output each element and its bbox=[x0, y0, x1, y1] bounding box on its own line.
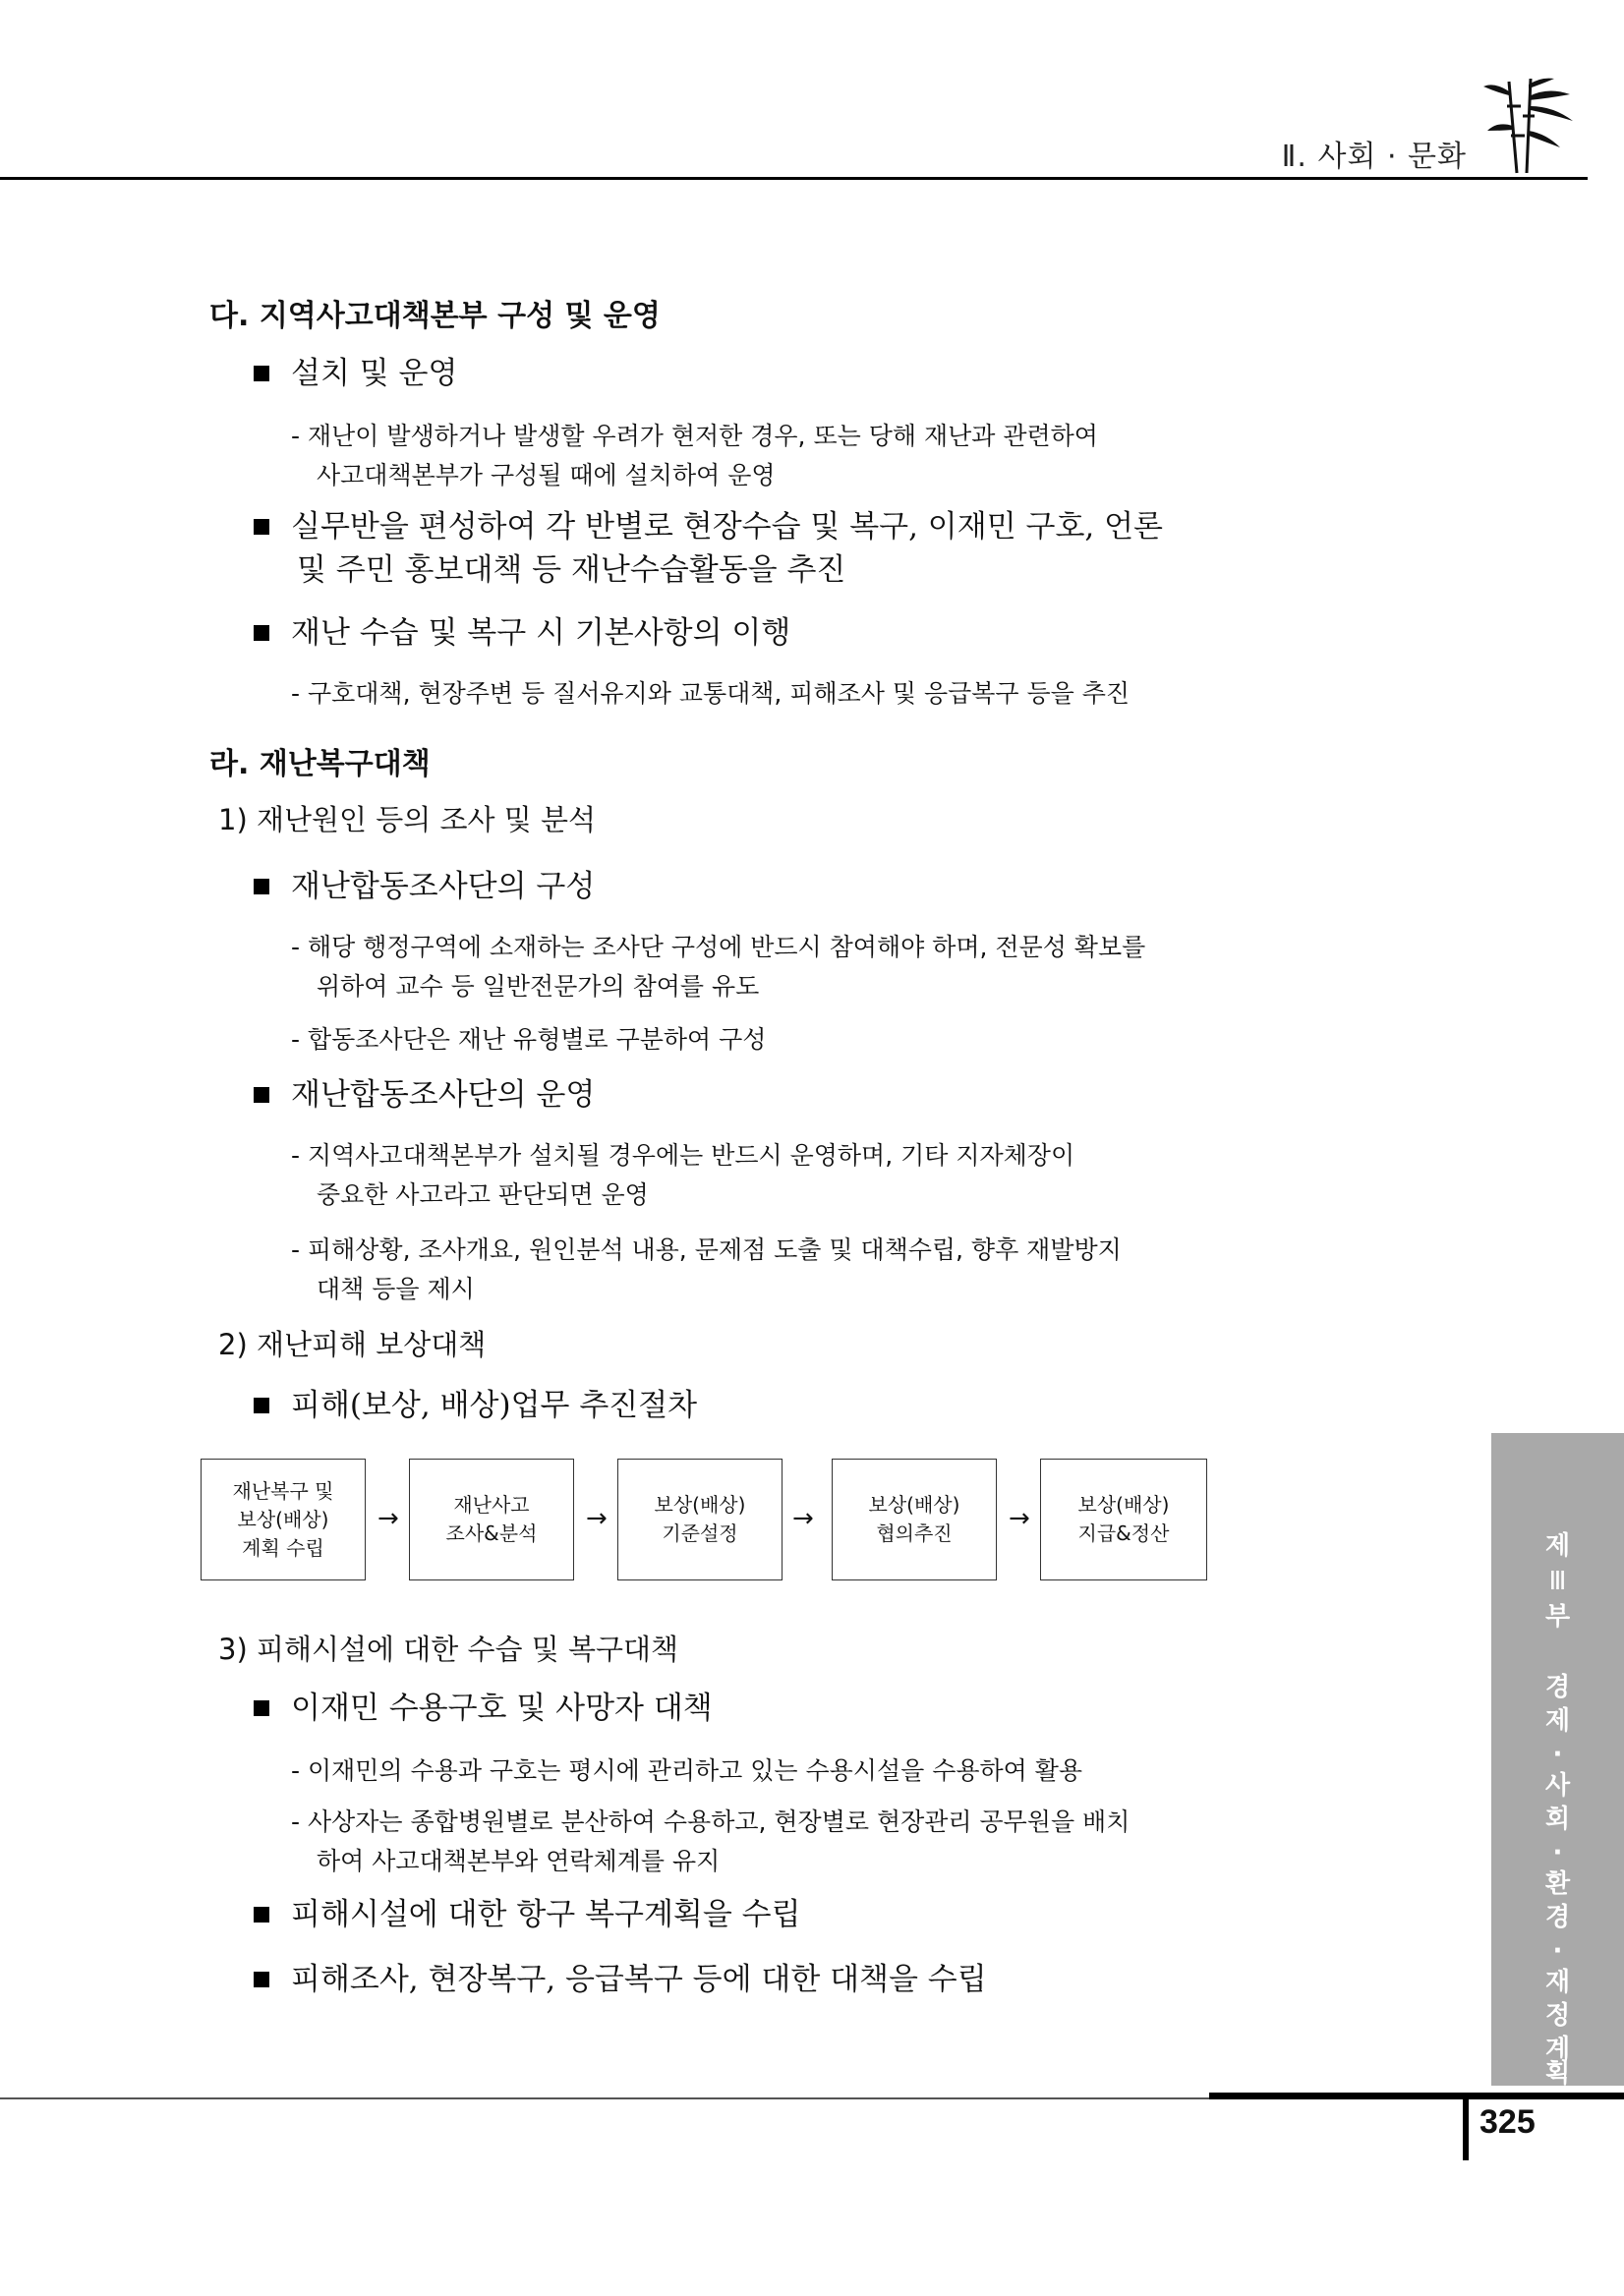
bullet-item: 피해(보상, 배상)업무 추진절차 bbox=[254, 1384, 697, 1427]
flow-arrow-icon: → bbox=[1009, 1504, 1030, 1533]
flow-step-3: 보상(배상) 기준설정 bbox=[617, 1459, 783, 1580]
dash-item: - 지역사고대책본부가 설치될 경우에는 반드시 운영하며, 기타 지자체장이 중요한 사고라고 판단되면 운영 bbox=[291, 1141, 1075, 1209]
flow-step-4: 보상(배상) 협의추진 bbox=[832, 1459, 997, 1580]
dash-item: - 해당 행정구역에 소재하는 조사단 구성에 반드시 참여해야 하며, 전문성 확보를 위하여 교수 등 일반전문가의 참여를 유도 bbox=[291, 933, 1146, 1001]
bullet-item: 피해조사, 현장복구, 응급복구 등에 대한 대책을 수립 bbox=[254, 1958, 987, 2001]
flow-arrow-icon: → bbox=[377, 1504, 399, 1533]
dash-item: - 재난이 발생하거나 발생할 우려가 현저한 경우, 또는 당해 재난과 관련하여 사고대책본부가 구성될 때에 설치하여 운영 bbox=[291, 422, 1098, 489]
square-bullet-icon bbox=[254, 1907, 269, 1923]
running-header-title: Ⅱ. 사회 · 문화 bbox=[1281, 140, 1467, 174]
side-tab-char: 경 bbox=[1544, 1673, 1571, 1702]
bullet-item: 이재민 수용구호 및 사망자 대책 bbox=[254, 1687, 713, 1730]
header-rule bbox=[0, 177, 1588, 180]
side-tab-char: 계 bbox=[1544, 2035, 1571, 2064]
square-bullet-icon bbox=[254, 1087, 269, 1103]
square-bullet-icon bbox=[254, 1700, 269, 1716]
footer-rule-thick bbox=[1209, 2093, 1624, 2099]
square-bullet-icon bbox=[254, 1972, 269, 1987]
dash-item: - 합동조사단은 재난 유형별로 구분하여 구성 bbox=[291, 1025, 767, 1054]
square-bullet-icon bbox=[254, 879, 269, 894]
bullet-item: 재난합동조사단의 구성 bbox=[254, 865, 595, 908]
page-number-bar bbox=[1463, 2094, 1469, 2160]
side-tab-char: 사 bbox=[1544, 1771, 1571, 1801]
side-tab-char: 재 bbox=[1544, 1968, 1571, 1997]
subsection-heading: 2) 재난피해 보상대책 bbox=[218, 1328, 487, 1361]
bullet-item: 재난합동조사단의 운영 bbox=[254, 1073, 595, 1117]
side-tab-char: · bbox=[1552, 1936, 1563, 1966]
side-tab-char: 회 bbox=[1544, 1805, 1571, 1834]
flow-step-1: 재난복구 및 보상(배상) 계획 수립 bbox=[201, 1459, 366, 1580]
subsection-heading: 3) 피해시설에 대한 수습 및 복구대책 bbox=[218, 1633, 679, 1666]
side-tab-char: 제 bbox=[1544, 1531, 1571, 1561]
side-tab-char: · bbox=[1552, 1740, 1563, 1769]
bamboo-icon bbox=[1479, 77, 1578, 175]
square-bullet-icon bbox=[254, 1398, 269, 1413]
side-tab-char: 부 bbox=[1544, 1602, 1571, 1632]
side-tab-char: · bbox=[1552, 1838, 1563, 1867]
dash-item: - 이재민의 수용과 구호는 평시에 관리하고 있는 수용시설을 수용하여 활용 bbox=[291, 1756, 1083, 1785]
footer-rule bbox=[0, 2097, 1219, 2099]
subsection-heading: 1) 재난원인 등의 조사 및 분석 bbox=[218, 803, 597, 836]
side-tab-char: 정 bbox=[1544, 2001, 1571, 2031]
dash-item: - 피해상황, 조사개요, 원인분석 내용, 문제점 도출 및 대책수립, 향후 재발방지 대책 등을 제시 bbox=[291, 1235, 1122, 1303]
dash-item: - 사상자는 종합병원별로 분산하여 수용하고, 현장별로 현장관리 공무원을 배치 하여 사고대책본부와 연락체계를 유지 bbox=[291, 1808, 1131, 1875]
side-tab-char: 제 bbox=[1544, 1706, 1571, 1736]
flow-step-5: 보상(배상) 지급&정산 bbox=[1040, 1459, 1207, 1580]
dash-item: - 구호대책, 현장주변 등 질서유지와 교통대책, 피해조사 및 응급복구 등을 추진 bbox=[291, 679, 1131, 708]
section-heading-ra: 라. 재난복구대책 bbox=[209, 747, 431, 781]
flow-step-2: 재난사고 조사&분석 bbox=[409, 1459, 574, 1580]
side-tab-char: 획 bbox=[1544, 2059, 1571, 2089]
side-tab-char: 경 bbox=[1544, 1903, 1571, 1932]
side-tab-char: Ⅲ bbox=[1548, 1567, 1567, 1596]
square-bullet-icon bbox=[254, 625, 269, 641]
side-tab-char: 환 bbox=[1544, 1869, 1571, 1899]
section-heading-da: 다. 지역사고대책본부 구성 및 운영 bbox=[209, 299, 661, 333]
bullet-item: 설치 및 운영 bbox=[254, 352, 457, 395]
chapter-side-tab bbox=[1491, 1433, 1624, 2089]
square-bullet-icon bbox=[254, 366, 269, 381]
flow-arrow-icon: → bbox=[792, 1504, 814, 1533]
square-bullet-icon bbox=[254, 519, 269, 535]
flow-arrow-icon: → bbox=[586, 1504, 608, 1533]
bullet-item: 재난 수습 및 복구 시 기본사항의 이행 bbox=[254, 611, 790, 655]
bullet-item: 피해시설에 대한 항구 복구계획을 수립 bbox=[254, 1893, 801, 1936]
page-number: 325 bbox=[1479, 2103, 1536, 2141]
bullet-item: 실무반을 편성하여 각 반별로 현장수습 및 복구, 이재민 구호, 언론 및 주민 홍보대책 등 재난수습활동을 추진 bbox=[254, 505, 1182, 592]
